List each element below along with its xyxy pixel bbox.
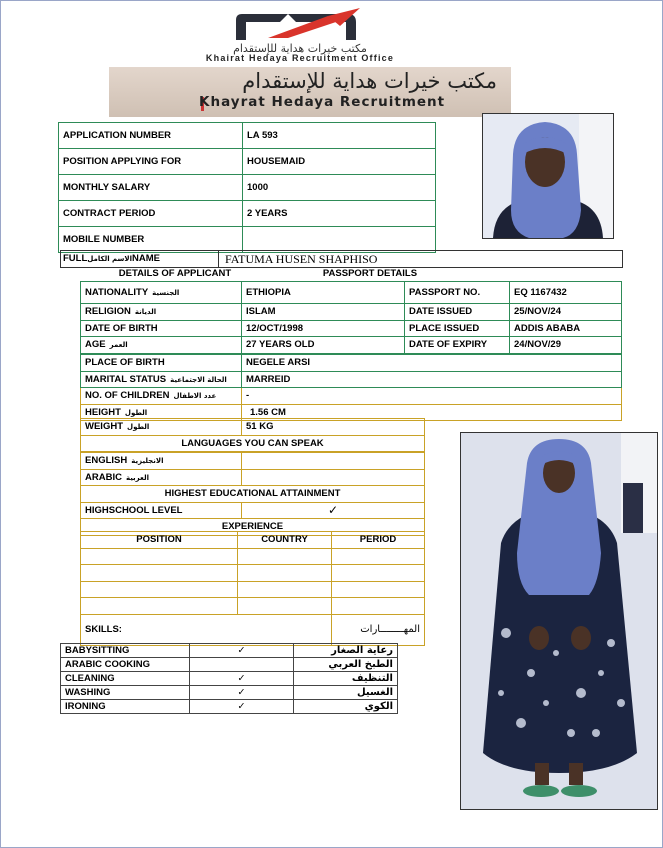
table-row	[81, 565, 425, 582]
skill-cooking-check	[190, 658, 294, 672]
full-name-row	[60, 250, 623, 268]
office-banner	[109, 67, 511, 117]
date-issued-label: DATE ISSUED	[405, 304, 510, 321]
marital-label: MARITAL STATUS الحالة الاجتماعية	[81, 371, 242, 388]
skill-washing-check: ✓	[190, 686, 294, 700]
details-heading: DETAILS OF APPLICANT	[118, 268, 232, 279]
passport-heading: PASSPORT DETAILS	[322, 268, 418, 279]
table-row	[81, 435, 425, 452]
logo-english-text: Khairat Hedaya Recruitment Office	[205, 53, 395, 63]
weight-table	[80, 418, 425, 452]
table-row	[81, 419, 425, 436]
table-row	[81, 453, 425, 470]
skill-babysitting-check: ✓	[190, 644, 294, 658]
birthplace-value: NEGELE ARSI	[242, 355, 622, 372]
table-row	[81, 598, 425, 615]
mobile-label: MOBILE NUMBER	[59, 227, 243, 253]
date-issued-value: 25/NOV/24	[510, 304, 622, 321]
place-issued-label: PLACE ISSUED	[405, 320, 510, 337]
table-row	[81, 548, 425, 565]
table-row	[59, 175, 436, 201]
skills-table	[60, 643, 398, 714]
skill-ironing-ar: الكوي	[294, 700, 398, 714]
arabic-value	[242, 469, 425, 486]
table-row	[81, 486, 425, 503]
full-name-label	[63, 253, 160, 264]
personal-table	[80, 354, 622, 421]
contract-value: 2 YEARS	[243, 201, 436, 227]
table-row	[81, 282, 622, 304]
skill-ironing: IRONING	[61, 700, 190, 714]
exp-col-country: COUNTRY	[238, 532, 332, 549]
name-label: NAME	[132, 253, 160, 264]
birthplace-label: PLACE OF BIRTH	[81, 355, 242, 372]
skill-cleaning: CLEANING	[61, 672, 190, 686]
full-label: FULL	[63, 253, 88, 264]
table-row	[81, 337, 622, 354]
table-row	[81, 614, 425, 645]
table-row	[81, 581, 425, 598]
table-row	[81, 388, 622, 405]
date-expiry-label: DATE OF EXPIRY	[405, 337, 510, 354]
table-row	[61, 644, 398, 658]
applicant-full-body-photo	[460, 432, 658, 810]
age-label: AGE العمر	[81, 337, 242, 354]
table-row	[81, 320, 622, 337]
skill-ironing-check: ✓	[190, 700, 294, 714]
height-value: 1.56 CM	[242, 404, 622, 421]
full-name-value: FATUMA HUSEN SHAPHISO	[218, 251, 377, 267]
skills-heading-arabic: المهــــــــارات	[332, 614, 425, 645]
weight-value: 51 KG	[242, 419, 425, 436]
table-row	[81, 371, 622, 388]
languages-table	[80, 452, 425, 536]
position-label: POSITION APPLYING FOR	[59, 149, 243, 175]
mobile-value	[243, 227, 436, 253]
nationality-label: NATIONALITY الجنسية	[81, 282, 242, 304]
details-table	[80, 281, 622, 354]
children-value: -	[242, 388, 622, 405]
place-issued-value: ADDIS ABABA	[510, 320, 622, 337]
table-row	[59, 123, 436, 149]
skill-cleaning-check: ✓	[190, 672, 294, 686]
religion-label: RELIGION الديانة	[81, 304, 242, 321]
religion-value: ISLAM	[242, 304, 405, 321]
height-label: HEIGHT الطول	[81, 404, 242, 421]
table-row	[81, 532, 425, 549]
date-expiry-value: 24/NOV/29	[510, 337, 622, 354]
skill-washing: WASHING	[61, 686, 190, 700]
skill-washing-ar: الغسيل	[294, 686, 398, 700]
logo-arabic-text: مكتب خيرات هداية للإستقدام	[233, 42, 367, 55]
skill-babysitting-ar: رعاية الصغار	[294, 644, 398, 658]
skills-heading: SKILLS:	[81, 614, 332, 645]
marital-value: MARREID	[242, 371, 622, 388]
weight-label: WEIGHT الطول	[81, 419, 242, 436]
skill-cleaning-ar: التنظيف	[294, 672, 398, 686]
passport-no-label: PASSPORT NO.	[405, 282, 510, 304]
banner-arabic-text: مكتب خيرات هداية للإستقدام	[242, 69, 497, 93]
english-value	[242, 453, 425, 470]
exp-col-position: POSITION	[81, 532, 238, 549]
salary-label: MONTHLY SALARY	[59, 175, 243, 201]
skill-babysitting: BABYSITTING	[61, 644, 190, 658]
application-table	[58, 122, 436, 253]
children-label: NO. OF CHILDREN عدد الاطفال	[81, 388, 242, 405]
age-value: 27 YEARS OLD	[242, 337, 405, 354]
contract-label: CONTRACT PERIOD	[59, 201, 243, 227]
banner-english-text: Khayrat Hedaya Recruitment	[199, 94, 446, 110]
table-row	[61, 672, 398, 686]
education-label: HIGHSCHOOL LEVEL	[81, 502, 242, 519]
nationality-value: ETHIOPIA	[242, 282, 405, 304]
table-row	[81, 502, 425, 519]
experience-heading: EXPERIENCE	[81, 519, 425, 536]
education-check: ✓	[242, 502, 425, 519]
table-row	[59, 149, 436, 175]
skill-cooking: ARABIC COOKING	[61, 658, 190, 672]
applicant-portrait-photo	[482, 113, 614, 239]
application-number-label: APPLICATION NUMBER	[59, 123, 243, 149]
education-heading: HIGHEST EDUCATIONAL ATTAINMENT	[81, 486, 425, 503]
dob-label: DATE OF BIRTH	[81, 320, 242, 337]
table-row	[81, 355, 622, 372]
salary-value: 1000	[243, 175, 436, 201]
table-row	[61, 700, 398, 714]
exp-col-period: PERIOD	[332, 532, 425, 549]
table-row	[61, 686, 398, 700]
experience-table	[80, 531, 425, 646]
arabic-label: ARABIC العربية	[81, 469, 242, 486]
dob-value: 12/OCT/1998	[242, 320, 405, 337]
table-row	[81, 304, 622, 321]
english-label: ENGLISH الانجليزية	[81, 453, 242, 470]
full-name-arabic-label: الاسم الكامل	[87, 255, 133, 263]
table-row	[59, 201, 436, 227]
table-row	[61, 658, 398, 672]
table-row	[59, 227, 436, 253]
passport-no-value: EQ 1167432	[510, 282, 622, 304]
table-row	[81, 469, 425, 486]
languages-heading: LANGUAGES YOU CAN SPEAK	[81, 435, 425, 452]
position-value: HOUSEMAID	[243, 149, 436, 175]
skill-cooking-ar: الطبخ العربي	[294, 658, 398, 672]
application-number-value: LA 593	[243, 123, 436, 149]
